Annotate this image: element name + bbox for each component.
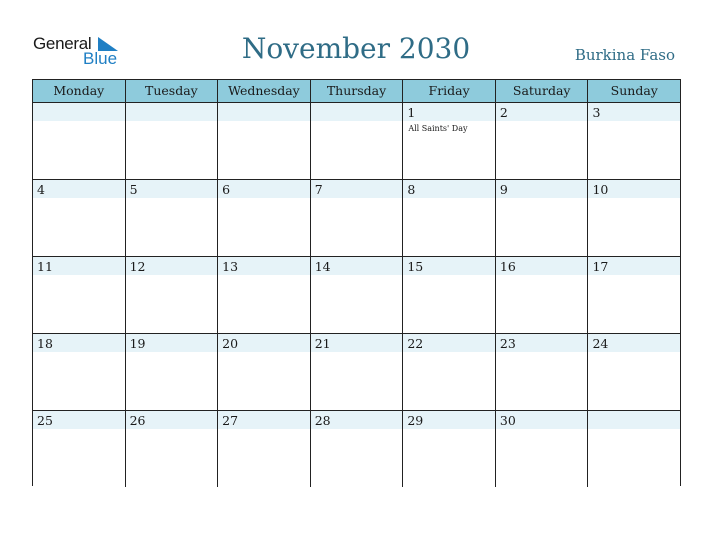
- day-number: 24: [592, 336, 609, 351]
- day-cell: [588, 334, 680, 410]
- day-cell: [218, 411, 311, 487]
- day-cell: [311, 334, 404, 410]
- calendar-grid: [32, 79, 681, 486]
- day-number: 25: [37, 413, 53, 428]
- day-number: 18: [37, 336, 53, 351]
- day-cell: [403, 257, 496, 333]
- day-cell: [126, 103, 219, 179]
- day-number: 9: [499, 182, 508, 197]
- day-number: 16: [499, 259, 516, 274]
- day-cell: [496, 103, 589, 179]
- day-number: 4: [37, 182, 45, 197]
- day-number: 21: [314, 336, 331, 351]
- week-row: [33, 411, 680, 487]
- day-number: 10: [592, 182, 609, 197]
- day-number: 1: [407, 105, 416, 120]
- day-number: 22: [407, 336, 424, 351]
- day-number: 13: [222, 259, 239, 274]
- day-number: 26: [129, 413, 146, 428]
- week-row: [33, 334, 680, 411]
- day-number: 28: [314, 413, 331, 428]
- day-cell: [403, 180, 496, 256]
- weekday-header: Tuesday: [126, 80, 219, 102]
- day-cell: [126, 334, 219, 410]
- brand-logo-text-blue: Blue: [83, 49, 118, 68]
- day-cell: [218, 180, 311, 256]
- day-cell: [588, 411, 680, 487]
- day-number: 5: [129, 182, 138, 197]
- week-row: [33, 257, 680, 334]
- holiday-label: All Saints' Day: [408, 124, 468, 133]
- day-cell: [311, 257, 404, 333]
- day-number: 23: [499, 336, 516, 351]
- day-number: 3: [592, 105, 601, 120]
- day-cell: [218, 103, 311, 179]
- day-cell: [496, 257, 589, 333]
- day-number: 11: [37, 259, 53, 274]
- day-cell: [588, 257, 680, 333]
- day-number: 20: [222, 336, 239, 351]
- day-cell: [496, 334, 589, 410]
- weekday-header-row: [33, 80, 680, 103]
- day-number: 14: [314, 259, 331, 274]
- day-cell: [126, 180, 219, 256]
- weekday-header: Wednesday: [218, 80, 311, 102]
- day-number: 30: [499, 413, 516, 428]
- day-cell: [311, 411, 404, 487]
- day-cell: [218, 334, 311, 410]
- day-cell: [33, 334, 126, 410]
- day-cell: [496, 411, 589, 487]
- day-number: 8: [407, 182, 416, 197]
- day-cell: [126, 257, 219, 333]
- day-cell: [311, 180, 404, 256]
- day-cell: [403, 103, 496, 179]
- day-number: 2: [499, 105, 508, 120]
- day-number: 12: [129, 259, 146, 274]
- day-number: 6: [222, 182, 231, 197]
- day-cell: [33, 257, 126, 333]
- day-cell: [218, 257, 311, 333]
- weekday-header: Thursday: [311, 80, 404, 102]
- day-number: 29: [407, 413, 424, 428]
- day-number: 7: [314, 182, 323, 197]
- weekday-header: Monday: [33, 80, 126, 102]
- day-cell: [496, 180, 589, 256]
- day-cell: [588, 180, 680, 256]
- day-cell: [126, 411, 219, 487]
- brand-logo-text-general: General: [33, 34, 92, 53]
- day-cell: [33, 180, 126, 256]
- country-label: Burkina Faso: [574, 46, 675, 64]
- day-cell: [33, 103, 126, 179]
- day-cell: [311, 103, 404, 179]
- day-number: 15: [407, 259, 424, 274]
- week-row: [33, 180, 680, 257]
- day-cell: [588, 103, 680, 179]
- day-cell: [403, 411, 496, 487]
- day-number: 27: [222, 413, 239, 428]
- day-cell: [33, 411, 126, 487]
- weekday-header: Friday: [403, 80, 496, 102]
- weekday-header: Saturday: [496, 80, 589, 102]
- calendar-title: November 2030: [241, 32, 471, 65]
- day-cell: [403, 334, 496, 410]
- week-row: [33, 103, 680, 180]
- day-number: 17: [592, 259, 609, 274]
- day-number: 19: [129, 336, 146, 351]
- weekday-header: Sunday: [610, 83, 658, 98]
